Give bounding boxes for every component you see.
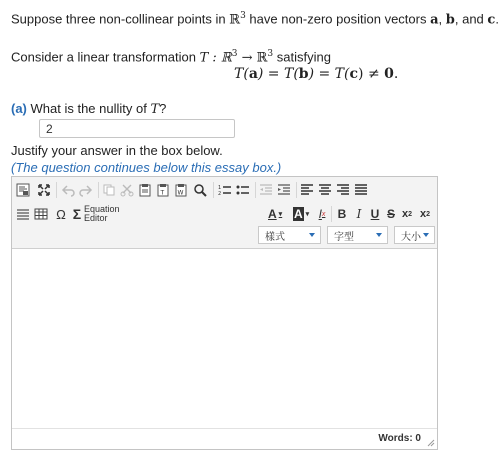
paste-text-icon[interactable]: [156, 181, 170, 199]
essay-editor: [11, 176, 438, 450]
toolbar-row-1: [12, 179, 437, 201]
bold-button[interactable]: B: [337, 207, 347, 221]
svg-text:1: 1: [218, 185, 222, 191]
font-select[interactable]: 字型: [327, 226, 388, 244]
svg-text:T: T: [160, 189, 165, 197]
toolbar-separator: [213, 182, 214, 198]
problem-intro: Suppose three non-collinear points in ℝ$^3$ have non-zero position vectors a, b, and c.: [11, 11, 499, 28]
chevron-down-icon: ▾: [278, 211, 283, 218]
question-a: (a) What is the nullity of T?: [11, 101, 167, 117]
cut-icon[interactable]: [120, 181, 134, 199]
subscript-button[interactable]: x 2: [401, 208, 413, 220]
source-icon[interactable]: [16, 181, 30, 199]
find-icon[interactable]: [193, 181, 207, 199]
remove-format-button[interactable]: I x: [318, 207, 326, 221]
problem-condition: Consider a linear transformation T : ℝ$^3$ → ℝ$^3$ satisfying: [11, 49, 331, 66]
superscript-button[interactable]: x 2: [419, 208, 431, 220]
align-right-icon[interactable]: [336, 181, 350, 199]
size-select[interactable]: 大小: [394, 226, 435, 244]
paste-word-icon[interactable]: [174, 181, 188, 199]
svg-text:2: 2: [218, 191, 222, 197]
maximize-icon[interactable]: [37, 181, 51, 199]
toolbar-separator: [296, 182, 297, 198]
bulleted-list-icon[interactable]: [236, 181, 250, 199]
align-left-icon[interactable]: [300, 181, 314, 199]
numbered-list-icon[interactable]: [218, 181, 232, 199]
indent-icon[interactable]: [277, 181, 291, 199]
chevron-down-icon: [423, 233, 429, 237]
continuation-note: (The question continues below this essay box.): [11, 160, 282, 175]
copy-icon[interactable]: [102, 181, 116, 199]
svg-text:W: W: [177, 189, 184, 197]
undo-icon[interactable]: [61, 181, 75, 199]
essay-text-area[interactable]: [12, 249, 437, 429]
answer-input[interactable]: [39, 119, 235, 138]
toolbar-separator: [98, 182, 99, 198]
font-color-button[interactable]: A ▾: [268, 207, 283, 221]
sigma-icon[interactable]: Σ: [72, 206, 82, 222]
chevron-down-icon: [376, 233, 382, 237]
horizontal-line-icon[interactable]: [16, 205, 30, 223]
toolbar-separator: [56, 182, 57, 198]
background-color-button[interactable]: A ▾: [294, 207, 310, 221]
condition-equation: T(a) = T(b) = T(c) ≠ 0.: [234, 66, 399, 82]
special-character-omega-icon[interactable]: Ω: [56, 206, 66, 222]
chevron-down-icon: ▾: [305, 211, 310, 218]
redo-icon[interactable]: [79, 181, 93, 199]
underline-button[interactable]: U: [370, 207, 380, 221]
resize-handle-icon[interactable]: [427, 439, 435, 447]
outdent-icon[interactable]: [259, 181, 273, 199]
align-justify-icon[interactable]: [354, 181, 368, 199]
toolbar-separator: [331, 206, 332, 222]
chevron-down-icon: [309, 233, 315, 237]
italic-button[interactable]: I: [356, 207, 362, 221]
strikethrough-button[interactable]: S: [386, 207, 395, 221]
table-icon[interactable]: [34, 205, 48, 223]
toolbar-separator: [255, 182, 256, 198]
justify-instruction: Justify your answer in the box below.: [11, 143, 223, 158]
editor-toolbar: [12, 177, 437, 249]
word-count: Words: 0: [378, 433, 421, 444]
equation-editor-button[interactable]: Equation Editor: [84, 204, 120, 223]
question-part-label: (a): [11, 101, 27, 116]
align-center-icon[interactable]: [318, 181, 332, 199]
editor-footer: [12, 428, 437, 449]
paste-icon[interactable]: [138, 181, 152, 199]
styles-select[interactable]: 樣式: [258, 226, 321, 244]
toolbar-row-2: [12, 203, 437, 225]
